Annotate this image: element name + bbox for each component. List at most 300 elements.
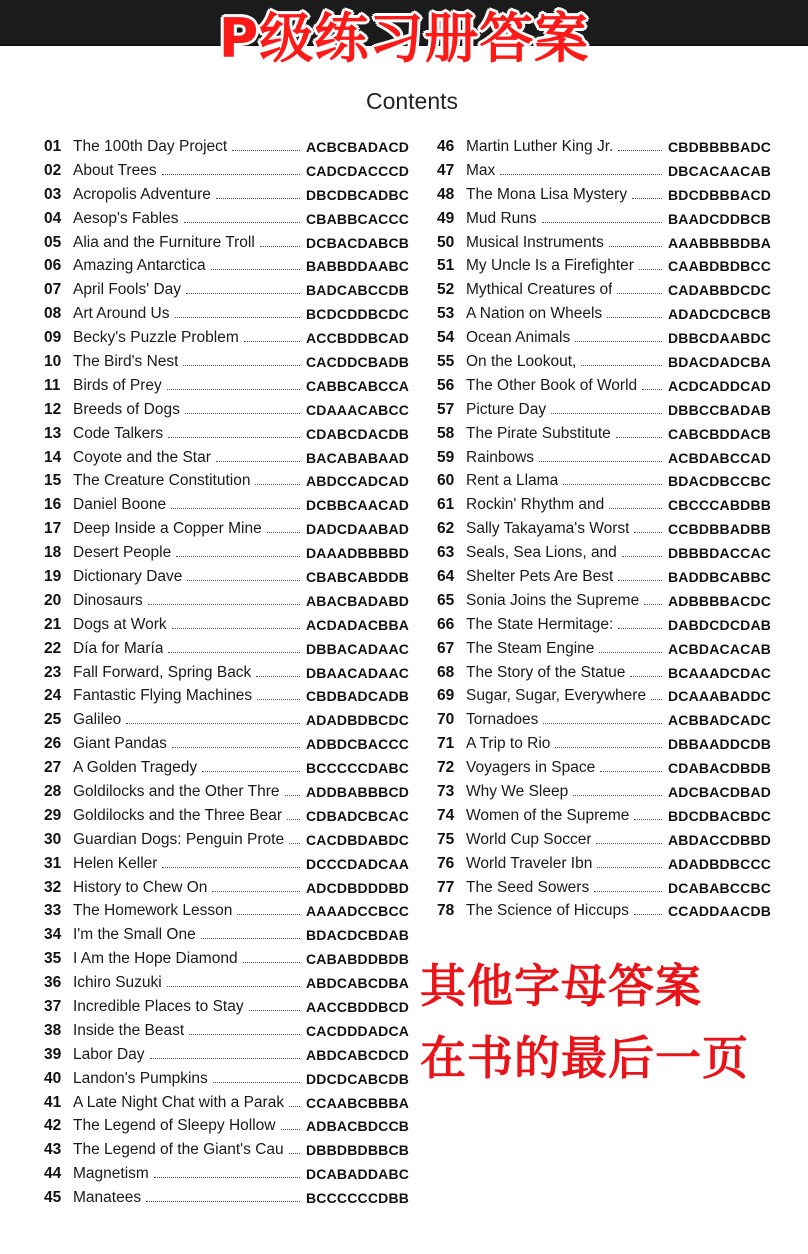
entry-answer: CADABBDCDC <box>668 282 772 299</box>
entry-answer: ADADCDCBCB <box>668 306 772 323</box>
table-row <box>437 183 772 207</box>
dot-leader <box>573 794 662 796</box>
dot-leader <box>255 483 300 485</box>
entry-answer: BAADCDDBCB <box>668 210 772 227</box>
entry-number: 57 <box>437 400 455 418</box>
table-row <box>437 541 772 565</box>
entry-title: Daniel Boone <box>73 496 167 514</box>
table-row <box>44 398 409 422</box>
table-row <box>44 971 409 995</box>
entry-number: 67 <box>437 639 455 657</box>
table-row <box>44 278 409 302</box>
table-row <box>44 517 409 541</box>
table-row <box>44 231 409 255</box>
entry-answer: AACCBDDBCD <box>306 999 410 1015</box>
entry-number: 15 <box>44 472 62 490</box>
entry-title: I Am the Hope Diamond <box>73 950 238 968</box>
entry-number: 04 <box>44 209 62 227</box>
dot-leader <box>168 651 300 653</box>
table-row <box>44 1186 409 1210</box>
table-row <box>44 493 409 517</box>
entry-title: Women of the Supreme <box>466 806 630 824</box>
entry-title: Guardian Dogs: Penguin Prote <box>73 830 285 848</box>
table-row <box>44 876 409 900</box>
dot-leader <box>172 627 300 629</box>
entry-number: 36 <box>44 974 62 992</box>
dot-leader <box>542 221 662 223</box>
entry-title: The Story of the Statue <box>466 663 626 681</box>
dot-leader <box>167 985 300 987</box>
entry-number: 02 <box>44 161 62 179</box>
table-row <box>44 923 409 947</box>
entry-number: 51 <box>437 257 455 275</box>
table-row <box>44 661 409 685</box>
table-row <box>437 684 772 708</box>
entry-answer: CACDDDADCA <box>306 1022 410 1039</box>
table-row <box>44 613 409 637</box>
entry-title: Max <box>466 161 496 179</box>
entry-number: 74 <box>437 806 455 824</box>
entry-number: 30 <box>44 830 62 848</box>
entry-title: Día for María <box>73 639 164 657</box>
dot-leader <box>267 531 300 533</box>
entry-number: 34 <box>44 926 62 944</box>
entry-number: 35 <box>44 950 62 968</box>
dot-leader <box>581 364 662 366</box>
table-row <box>437 637 772 661</box>
entry-title: The Other Book of World <box>466 376 638 394</box>
entry-title: Coyote and the Star <box>73 448 211 466</box>
dot-leader <box>500 173 662 175</box>
entry-answer: BDACDBCCBC <box>668 473 772 490</box>
dot-leader <box>126 722 300 724</box>
note-line-2: 在书的最后一页 <box>420 1031 749 1085</box>
table-row <box>437 804 772 828</box>
table-row <box>437 254 772 278</box>
dot-leader <box>154 1176 300 1178</box>
entry-answer: DBBDBDBBCB <box>306 1142 410 1159</box>
dot-leader <box>285 794 301 796</box>
entry-answer: CABABDDBDB <box>306 951 410 968</box>
entry-number: 71 <box>437 735 455 753</box>
entry-number: 47 <box>437 161 455 179</box>
dot-leader <box>216 460 300 462</box>
entry-answer: ACDADACBBA <box>306 616 410 633</box>
entry-title: My Uncle Is a Firefighter <box>466 257 634 275</box>
dot-leader <box>616 436 662 438</box>
entry-title: The Legend of Sleepy Hollow <box>73 1117 276 1135</box>
entry-title: Magnetism <box>73 1165 149 1183</box>
table-row <box>44 1067 409 1091</box>
entry-title: A Golden Tragedy <box>73 759 198 777</box>
entry-number: 70 <box>437 711 455 729</box>
dot-leader <box>618 149 662 151</box>
entry-answer: DBCACAACAB <box>668 162 772 179</box>
dot-leader <box>634 818 662 820</box>
entry-answer: DCABADDABC <box>306 1166 410 1183</box>
table-row <box>437 135 772 159</box>
entry-title: Birds of Prey <box>73 376 162 394</box>
entry-title: World Traveler Ibn <box>466 854 593 872</box>
dot-leader <box>289 1105 300 1107</box>
dot-leader <box>634 531 662 533</box>
entry-title: History to Chew On <box>73 878 208 896</box>
table-row <box>437 302 772 326</box>
table-row <box>44 900 409 924</box>
entry-number: 32 <box>44 878 62 896</box>
table-row <box>44 422 409 446</box>
entry-number: 03 <box>44 185 62 203</box>
entry-number: 54 <box>437 329 455 347</box>
table-row <box>44 302 409 326</box>
entry-answer: CAABDBDBCC <box>668 258 772 275</box>
entry-number: 16 <box>44 496 62 514</box>
entry-answer: DAAADBBBBD <box>306 545 410 562</box>
dot-leader <box>150 1057 300 1059</box>
entry-title: Rockin' Rhythm and <box>466 496 605 514</box>
dot-leader <box>555 746 662 748</box>
dot-leader <box>607 316 662 318</box>
entry-title: Fantastic Flying Machines <box>73 687 253 705</box>
dot-leader <box>642 388 662 390</box>
table-row <box>437 565 772 589</box>
entry-answer: CBDBADCADB <box>306 688 410 705</box>
table-row <box>437 446 772 470</box>
entry-answer: DCBACDABCB <box>306 234 410 251</box>
dot-leader <box>184 221 301 223</box>
entry-title: Ocean Animals <box>466 329 571 347</box>
entry-title: The Homework Lesson <box>73 902 233 920</box>
entry-title: Why We Sleep <box>466 782 569 800</box>
dot-leader <box>597 866 662 868</box>
entry-number: 41 <box>44 1093 62 1111</box>
entry-answer: ACBBADCADC <box>668 712 772 729</box>
dot-leader <box>257 698 300 700</box>
entry-title: Inside the Beast <box>73 1021 185 1039</box>
entry-title: Sally Takayama's Worst <box>466 520 630 538</box>
table-row <box>437 207 772 231</box>
entry-title: A Nation on Wheels <box>466 305 603 323</box>
entry-title: Fall Forward, Spring Back <box>73 663 252 681</box>
dot-leader <box>575 340 662 342</box>
entry-number: 53 <box>437 305 455 323</box>
entry-title: I'm the Small One <box>73 926 196 944</box>
entry-number: 62 <box>437 520 455 538</box>
entry-number: 63 <box>437 544 455 562</box>
entry-number: 07 <box>44 281 62 299</box>
entry-number: 29 <box>44 806 62 824</box>
table-row <box>437 469 772 493</box>
table-row <box>44 1019 409 1043</box>
dot-leader <box>539 460 662 462</box>
dot-leader <box>202 770 300 772</box>
dot-leader <box>216 197 300 199</box>
entry-title: Alia and the Furniture Troll <box>73 233 255 251</box>
entry-title: The Creature Constitution <box>73 472 251 490</box>
dot-leader <box>189 1033 300 1035</box>
entry-answer: CBDBBBBADC <box>668 138 772 155</box>
table-row <box>44 708 409 732</box>
entry-title: Becky's Puzzle Problem <box>73 329 239 347</box>
entry-number: 12 <box>44 400 62 418</box>
table-row <box>437 517 772 541</box>
entry-number: 72 <box>437 759 455 777</box>
table-row <box>437 780 772 804</box>
entry-number: 68 <box>437 663 455 681</box>
table-row <box>44 947 409 971</box>
entry-number: 09 <box>44 329 62 347</box>
dot-leader <box>551 412 662 414</box>
entry-number: 44 <box>44 1165 62 1183</box>
dot-leader <box>244 340 300 342</box>
entry-number: 25 <box>44 711 62 729</box>
entry-title: The Seed Sowers <box>466 878 590 896</box>
table-row <box>437 900 772 924</box>
entry-number: 17 <box>44 520 62 538</box>
entry-number: 13 <box>44 424 62 442</box>
table-row <box>437 876 772 900</box>
table-row <box>44 1091 409 1115</box>
entry-number: 49 <box>437 209 455 227</box>
entry-title: Goldilocks and the Other Thre <box>73 782 280 800</box>
dot-leader <box>599 651 662 653</box>
entry-title: Goldilocks and the Three Bear <box>73 806 283 824</box>
entry-answer: AAABBBBDBA <box>668 234 772 251</box>
entry-title: A Late Night Chat with a Parak <box>73 1093 285 1111</box>
entry-answer: CACDDCBADB <box>306 353 410 370</box>
entry-title: Dogs at Work <box>73 615 167 633</box>
entry-title: Breeds of Dogs <box>73 400 180 418</box>
table-row <box>44 804 409 828</box>
table-row <box>44 183 409 207</box>
entry-answer: ACBCBADACD <box>306 138 410 155</box>
entry-number: 40 <box>44 1069 62 1087</box>
entry-answer: BDACDADCBA <box>668 353 772 370</box>
dot-leader <box>175 316 301 318</box>
entry-answer: BDCDBBBACD <box>668 186 772 203</box>
entry-answer: DCABABCCBC <box>668 879 772 896</box>
entry-number: 39 <box>44 1045 62 1063</box>
table-row <box>44 446 409 470</box>
dot-leader <box>168 436 300 438</box>
table-row <box>44 469 409 493</box>
entry-answer: ACCBDDBCAD <box>306 330 410 347</box>
dot-leader <box>644 603 662 605</box>
entry-number: 28 <box>44 782 62 800</box>
entry-number: 45 <box>44 1189 62 1207</box>
dot-leader <box>201 937 300 939</box>
entry-number: 61 <box>437 496 455 514</box>
dot-leader <box>617 292 662 294</box>
entry-title: Code Talkers <box>73 424 164 442</box>
entry-answer: ADCBACDBAD <box>668 783 772 800</box>
entry-answer: ACBDACACAB <box>668 640 772 657</box>
entry-number: 19 <box>44 567 62 585</box>
note-line-1: 其他字母答案 <box>420 959 702 1013</box>
entry-answer: CCBDBBADBB <box>668 521 772 538</box>
table-row <box>44 852 409 876</box>
entry-number: 05 <box>44 233 62 251</box>
dot-leader <box>632 197 662 199</box>
entry-title: Picture Day <box>466 400 547 418</box>
entry-answer: CCAABCBBBA <box>306 1094 410 1111</box>
entry-answer: BACABABAAD <box>306 449 410 466</box>
entry-answer: ADCDBDDDBD <box>306 879 410 896</box>
entry-number: 58 <box>437 424 455 442</box>
entry-number: 08 <box>44 305 62 323</box>
entry-number: 60 <box>437 472 455 490</box>
table-row <box>44 589 409 613</box>
entry-title: The 100th Day Project <box>73 137 228 155</box>
table-row <box>437 159 772 183</box>
entry-answer: CDBADCBCAC <box>306 807 410 824</box>
entry-number: 46 <box>437 137 455 155</box>
entry-number: 26 <box>44 735 62 753</box>
entry-number: 10 <box>44 352 62 370</box>
entry-title: Amazing Antarctica <box>73 257 206 275</box>
table-row <box>44 828 409 852</box>
entry-number: 27 <box>44 759 62 777</box>
table-row <box>437 828 772 852</box>
entry-answer: ACBDABCCAD <box>668 449 772 466</box>
entry-answer: DBCDBCADBC <box>306 186 410 203</box>
table-row <box>44 254 409 278</box>
entry-number: 69 <box>437 687 455 705</box>
right-column <box>437 135 772 923</box>
entry-answer: DBBCCBADAB <box>668 401 772 418</box>
entry-number: 21 <box>44 615 62 633</box>
dot-leader <box>213 1081 300 1083</box>
entry-title: The Mona Lisa Mystery <box>466 185 628 203</box>
entry-answer: ADBDCBACCC <box>306 736 410 753</box>
entry-answer: CABCBDDACB <box>668 425 772 442</box>
entry-number: 48 <box>437 185 455 203</box>
entry-title: Giant Pandas <box>73 735 167 753</box>
entry-number: 14 <box>44 448 62 466</box>
dot-leader <box>162 866 300 868</box>
dot-leader <box>249 1009 300 1011</box>
page-title: P级练习册答案 <box>218 7 590 70</box>
entry-answer: DBAACADAAC <box>306 664 410 681</box>
entry-title: The Legend of the Giant's Cau <box>73 1141 284 1159</box>
entry-answer: DBBBDACCAC <box>668 545 772 562</box>
dot-leader <box>187 579 300 581</box>
dot-leader <box>260 245 300 247</box>
entry-title: Galileo <box>73 711 122 729</box>
dot-leader <box>176 555 300 557</box>
entry-answer: CBCCCABDBB <box>668 497 772 514</box>
entry-title: Labor Day <box>73 1045 145 1063</box>
entry-answer: ABDACCDBBD <box>668 831 772 848</box>
entry-number: 33 <box>44 902 62 920</box>
dot-leader <box>237 913 300 915</box>
entry-title: A Trip to Rio <box>466 735 551 753</box>
table-row <box>44 565 409 589</box>
entry-number: 23 <box>44 663 62 681</box>
dot-leader <box>630 675 662 677</box>
entry-title: The Science of Hiccups <box>466 902 629 920</box>
entry-answer: DCBBCAACAD <box>306 497 410 514</box>
table-row <box>44 684 409 708</box>
entry-title: Dinosaurs <box>73 591 143 609</box>
entry-title: About Trees <box>73 161 157 179</box>
entry-title: Seals, Sea Lions, and <box>466 544 617 562</box>
entry-title: Shelter Pets Are Best <box>466 567 614 585</box>
entry-number: 42 <box>44 1117 62 1135</box>
entry-number: 56 <box>437 376 455 394</box>
dot-leader <box>634 913 662 915</box>
table-row <box>44 995 409 1019</box>
table-row <box>437 589 772 613</box>
entry-title: Ichiro Suzuki <box>73 974 162 992</box>
entry-number: 37 <box>44 998 62 1015</box>
dot-leader <box>651 698 662 700</box>
entry-number: 50 <box>437 233 455 251</box>
table-row <box>44 207 409 231</box>
entry-number: 66 <box>437 615 455 633</box>
entry-answer: CDABCDACDB <box>306 425 410 442</box>
table-row <box>44 732 409 756</box>
entry-answer: ADBACBDCCB <box>306 1118 410 1135</box>
dot-leader <box>211 268 300 270</box>
dot-leader <box>609 245 662 247</box>
dot-leader <box>609 507 662 509</box>
table-row <box>44 1115 409 1139</box>
entry-number: 76 <box>437 854 455 872</box>
dot-leader <box>289 842 300 844</box>
entry-answer: ADBBBBACDC <box>668 592 772 609</box>
dot-leader <box>622 555 662 557</box>
entry-number: 06 <box>44 257 62 275</box>
entry-number: 52 <box>437 281 455 299</box>
entry-answer: CABBCABCCA <box>306 377 410 394</box>
entry-answer: DBBAADDCDB <box>668 736 772 753</box>
entry-title: On the Lookout, <box>466 352 577 370</box>
dot-leader <box>171 507 300 509</box>
entry-answer: BCAAADCDAC <box>668 664 772 681</box>
dot-leader <box>281 1128 301 1130</box>
dot-leader <box>167 388 300 390</box>
table-row <box>437 374 772 398</box>
entry-title: Martin Luther King Jr. <box>466 137 614 155</box>
entry-answer: CBABBCACCC <box>306 210 410 227</box>
table-row <box>44 756 409 780</box>
entry-title: Rent a Llama <box>466 472 559 490</box>
entry-title: Manatees <box>73 1189 142 1207</box>
entry-answer: BCDCDDBCDC <box>306 306 410 323</box>
dot-leader <box>232 149 300 151</box>
table-row <box>437 493 772 517</box>
entry-title: Tornadoes <box>466 711 539 729</box>
entry-answer: DADCDAABAD <box>306 521 410 538</box>
entry-number: 77 <box>437 878 455 896</box>
entry-answer: ADADBDBCCC <box>668 855 772 872</box>
dot-leader <box>543 722 662 724</box>
entry-answer: BABBDDAABC <box>306 258 410 275</box>
table-row <box>44 326 409 350</box>
dot-leader <box>243 961 300 963</box>
entry-answer: ABDCABCDCD <box>306 1046 410 1063</box>
dot-leader <box>185 412 300 414</box>
entry-title: Mythical Creatures of <box>466 281 613 299</box>
entry-title: April Fools' Day <box>73 281 182 299</box>
entry-answer: ABACBADABD <box>306 592 410 609</box>
entry-answer: ABDCABCDBA <box>306 975 410 992</box>
dot-leader <box>148 603 300 605</box>
table-row <box>44 637 409 661</box>
entry-title: Aesop's Fables <box>73 209 179 227</box>
entry-title: Helen Keller <box>73 854 158 872</box>
